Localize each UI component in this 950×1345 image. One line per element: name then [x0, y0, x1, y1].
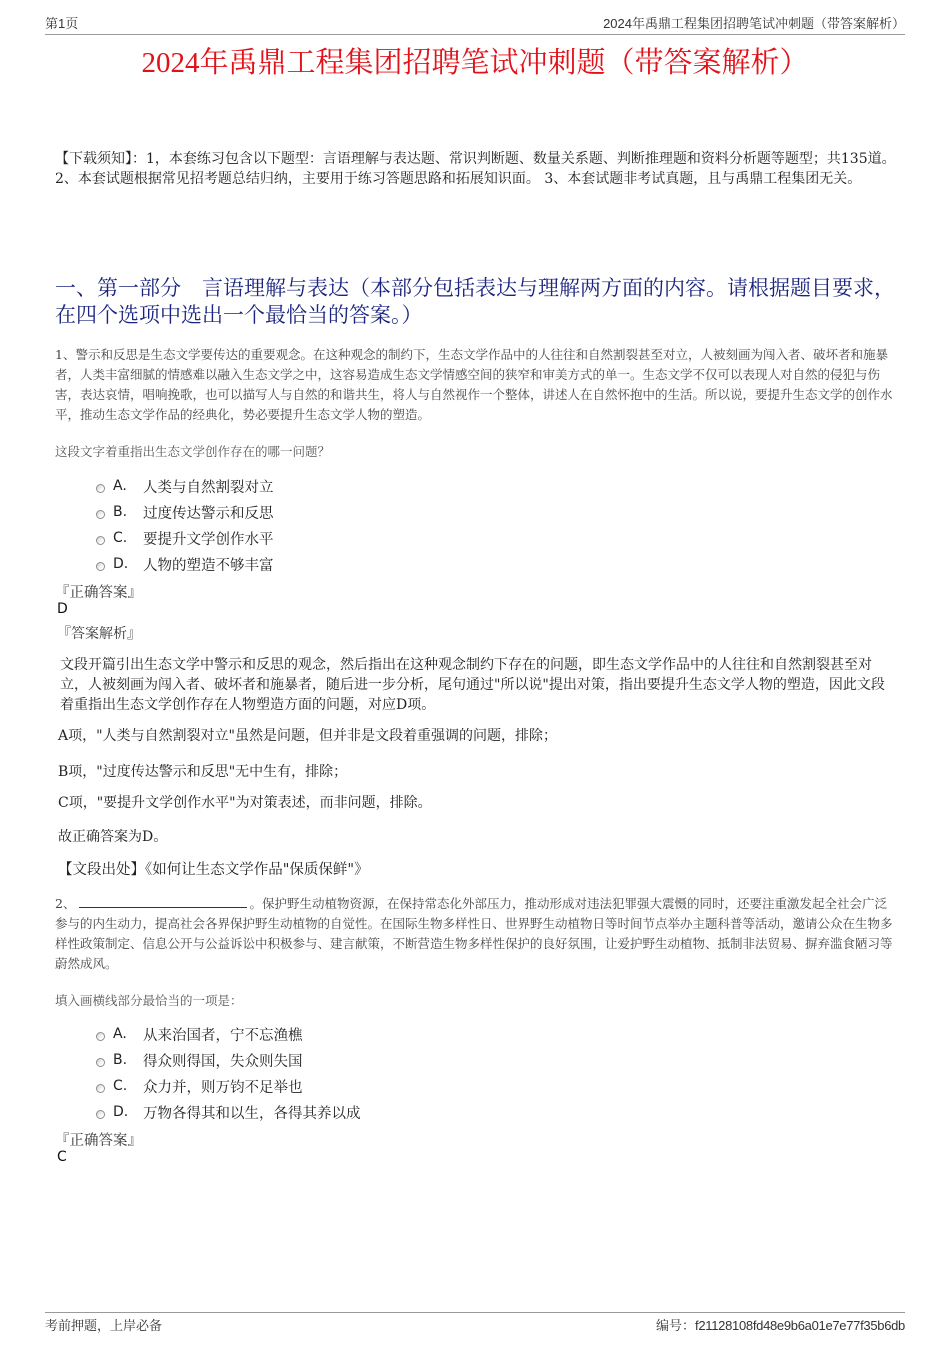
radio-button-icon[interactable] — [96, 562, 105, 571]
question-2-option-b[interactable] — [96, 1047, 361, 1073]
document-id — [656, 1315, 905, 1334]
option-b-analysis: B项，"过度传达警示和反思"无中生有，排除； — [58, 764, 348, 780]
option-letter: C. — [113, 530, 128, 546]
footer-slogan: 考前押题，上岸必备 — [45, 1318, 163, 1333]
option-letter: B. — [113, 1052, 128, 1068]
running-title: 2024年禹鼎工程集团招聘笔试冲刺题（带答案解析） — [603, 16, 905, 31]
question-1-number: 1、 — [55, 347, 76, 362]
answer-conclusion: 故正确答案为D。 — [58, 829, 168, 845]
radio-button-icon[interactable] — [96, 1058, 105, 1067]
question-2-answer: C — [57, 1149, 67, 1165]
question-1-text — [55, 345, 895, 425]
question-1-analysis-label: 『答案解析』 — [57, 626, 141, 642]
option-text: 要提升文学创作水平 — [143, 531, 274, 548]
radio-button-icon[interactable] — [96, 510, 105, 519]
option-letter: B. — [113, 504, 128, 520]
option-letter: C. — [113, 1078, 128, 1094]
option-a-analysis: A项，"人类与自然割裂对立"虽然是问题，但并非是文段着重强调的问题，排除； — [58, 728, 557, 744]
question-2-answer-label: 『正确答案』 — [55, 1133, 142, 1149]
document-id-value: f21128108fd48e9b6a01e7e77f35b6db — [695, 1318, 905, 1333]
question-1-option-d[interactable] — [96, 551, 274, 577]
question-2-number: 2、 — [55, 896, 76, 911]
question-1-option-a[interactable] — [96, 473, 274, 499]
radio-button-icon[interactable] — [96, 1110, 105, 1119]
page-header — [45, 14, 905, 35]
download-notice: 【下载须知】：1，本套练习包含以下题型：言语理解与表达题、常识判断题、数量关系题、判断推理题和资料分析题等题型；共135道。2、本套试题根据常见招考题总结归纳，主要用于练习答题思路和拓展知识面。 3、本套试题非考试真题，且与禹鼎工程集团无关。 — [55, 151, 896, 187]
question-1-option-b[interactable] — [96, 499, 274, 525]
question-1-passage: 警示和反思是生态文学要传达的重要观念。在这种观念的制约下，生态文学作品中的人往往和自然割裂甚至对立，人被刻画为闯入者、破坏者和施暴者，人类丰富细腻的情感难以融入生态文学之中，这容易造成生态文学情感空间的狭窄和审美方式的单一。生态文学不仅可以表现人对自然的侵犯与伤害，表达哀情，唱响挽歌，也可以描写人与自然的和谐共生，将人与自然视作一个整体，讲述人在自然怀抱中的生活。所以说，要提升生态文学的创作水平，推动生态文学作品的经典化，势必要提升生态文学人物的塑造。 — [55, 347, 893, 422]
question-1-answer: D — [57, 601, 68, 617]
option-letter: D. — [113, 556, 129, 572]
radio-button-icon[interactable] — [96, 484, 105, 493]
document-id-label: 编号： — [656, 1318, 696, 1333]
section-heading: 一、第一部分 言语理解与表达（本部分包括表达与理解两方面的内容。请根据题目要求，在四个选项中选出一个最恰当的答案。） — [55, 276, 895, 327]
passage-source: 【文段出处】《如何让生态文学作品"保质保鲜"》 — [58, 862, 369, 878]
option-text: 人类与自然割裂对立 — [143, 479, 274, 496]
option-text: 从来治国者，宁不忘渔樵 — [143, 1027, 303, 1044]
question-1-analysis: 文段开篇引出生态文学中警示和反思的观念，然后指出在这种观念制约下存在的问题，即生态文学作品中的人往往和自然割裂甚至对立，人被刻画为闯入者、破坏者和施暴者，随后进一步分析，尾句通过"所以说"提出对策，指出要提升生态文学人物的塑造，因此文段着重指出生态文学创作存在人物塑造方面的问题，对应D项。 — [60, 657, 885, 713]
option-letter: A. — [113, 478, 127, 494]
option-text: 众力并，则万钧不足举也 — [143, 1079, 303, 1096]
page-number: 第1页 — [45, 16, 79, 31]
option-text: 人物的塑造不够丰富 — [143, 557, 274, 574]
question-2-option-a[interactable] — [96, 1021, 361, 1047]
radio-button-icon[interactable] — [96, 1084, 105, 1093]
question-1-prompt: 这段文字着重指出生态文学创作存在的哪一问题？ — [55, 444, 331, 459]
question-2-option-c[interactable] — [96, 1073, 361, 1099]
page-footer — [45, 1312, 905, 1334]
option-text: 得众则得国，失众则失国 — [143, 1053, 303, 1070]
option-letter: A. — [113, 1026, 127, 1042]
option-letter: D. — [113, 1104, 129, 1120]
fill-in-blank — [79, 895, 247, 908]
radio-button-icon[interactable] — [96, 1032, 105, 1041]
option-text: 过度传达警示和反思 — [143, 505, 274, 522]
question-1-option-c[interactable] — [96, 525, 274, 551]
document-title: 2024年禹鼎工程集团招聘笔试冲刺题（带答案解析） — [141, 47, 809, 79]
question-2-text — [55, 894, 895, 974]
option-c-analysis: C项，"要提升文学创作水平"为对策表述，而非问题，排除。 — [58, 795, 432, 811]
question-2-passage: 。保护野生动植物资源，在保持常态化外部压力，推动形成对违法犯罪强大震慑的同时，还要注重激发起全社会广泛参与的内生动力，提高社会各界保护野生动植物的自觉性。在国际生物多样性日、世界野生动植物日等时间节点举办主题科普等活动，邀请公众在生物多样性政策制定、信息公开与公益诉讼中积极参与、建言献策，不断营造生物多样性保护的良好氛围，让爱护野生动植物、抵制非法贸易、摒弃滥食陋习等蔚然成风。 — [55, 896, 893, 971]
question-1-answer-label: 『正确答案』 — [55, 585, 142, 601]
option-text: 万物各得其和以生，各得其养以成 — [143, 1105, 361, 1122]
radio-button-icon[interactable] — [96, 536, 105, 545]
question-2-options — [96, 1021, 361, 1125]
question-1-options — [96, 473, 274, 577]
question-2-option-d[interactable] — [96, 1099, 361, 1125]
question-2-prompt: 填入画横线部分最恰当的一项是： — [55, 993, 243, 1008]
